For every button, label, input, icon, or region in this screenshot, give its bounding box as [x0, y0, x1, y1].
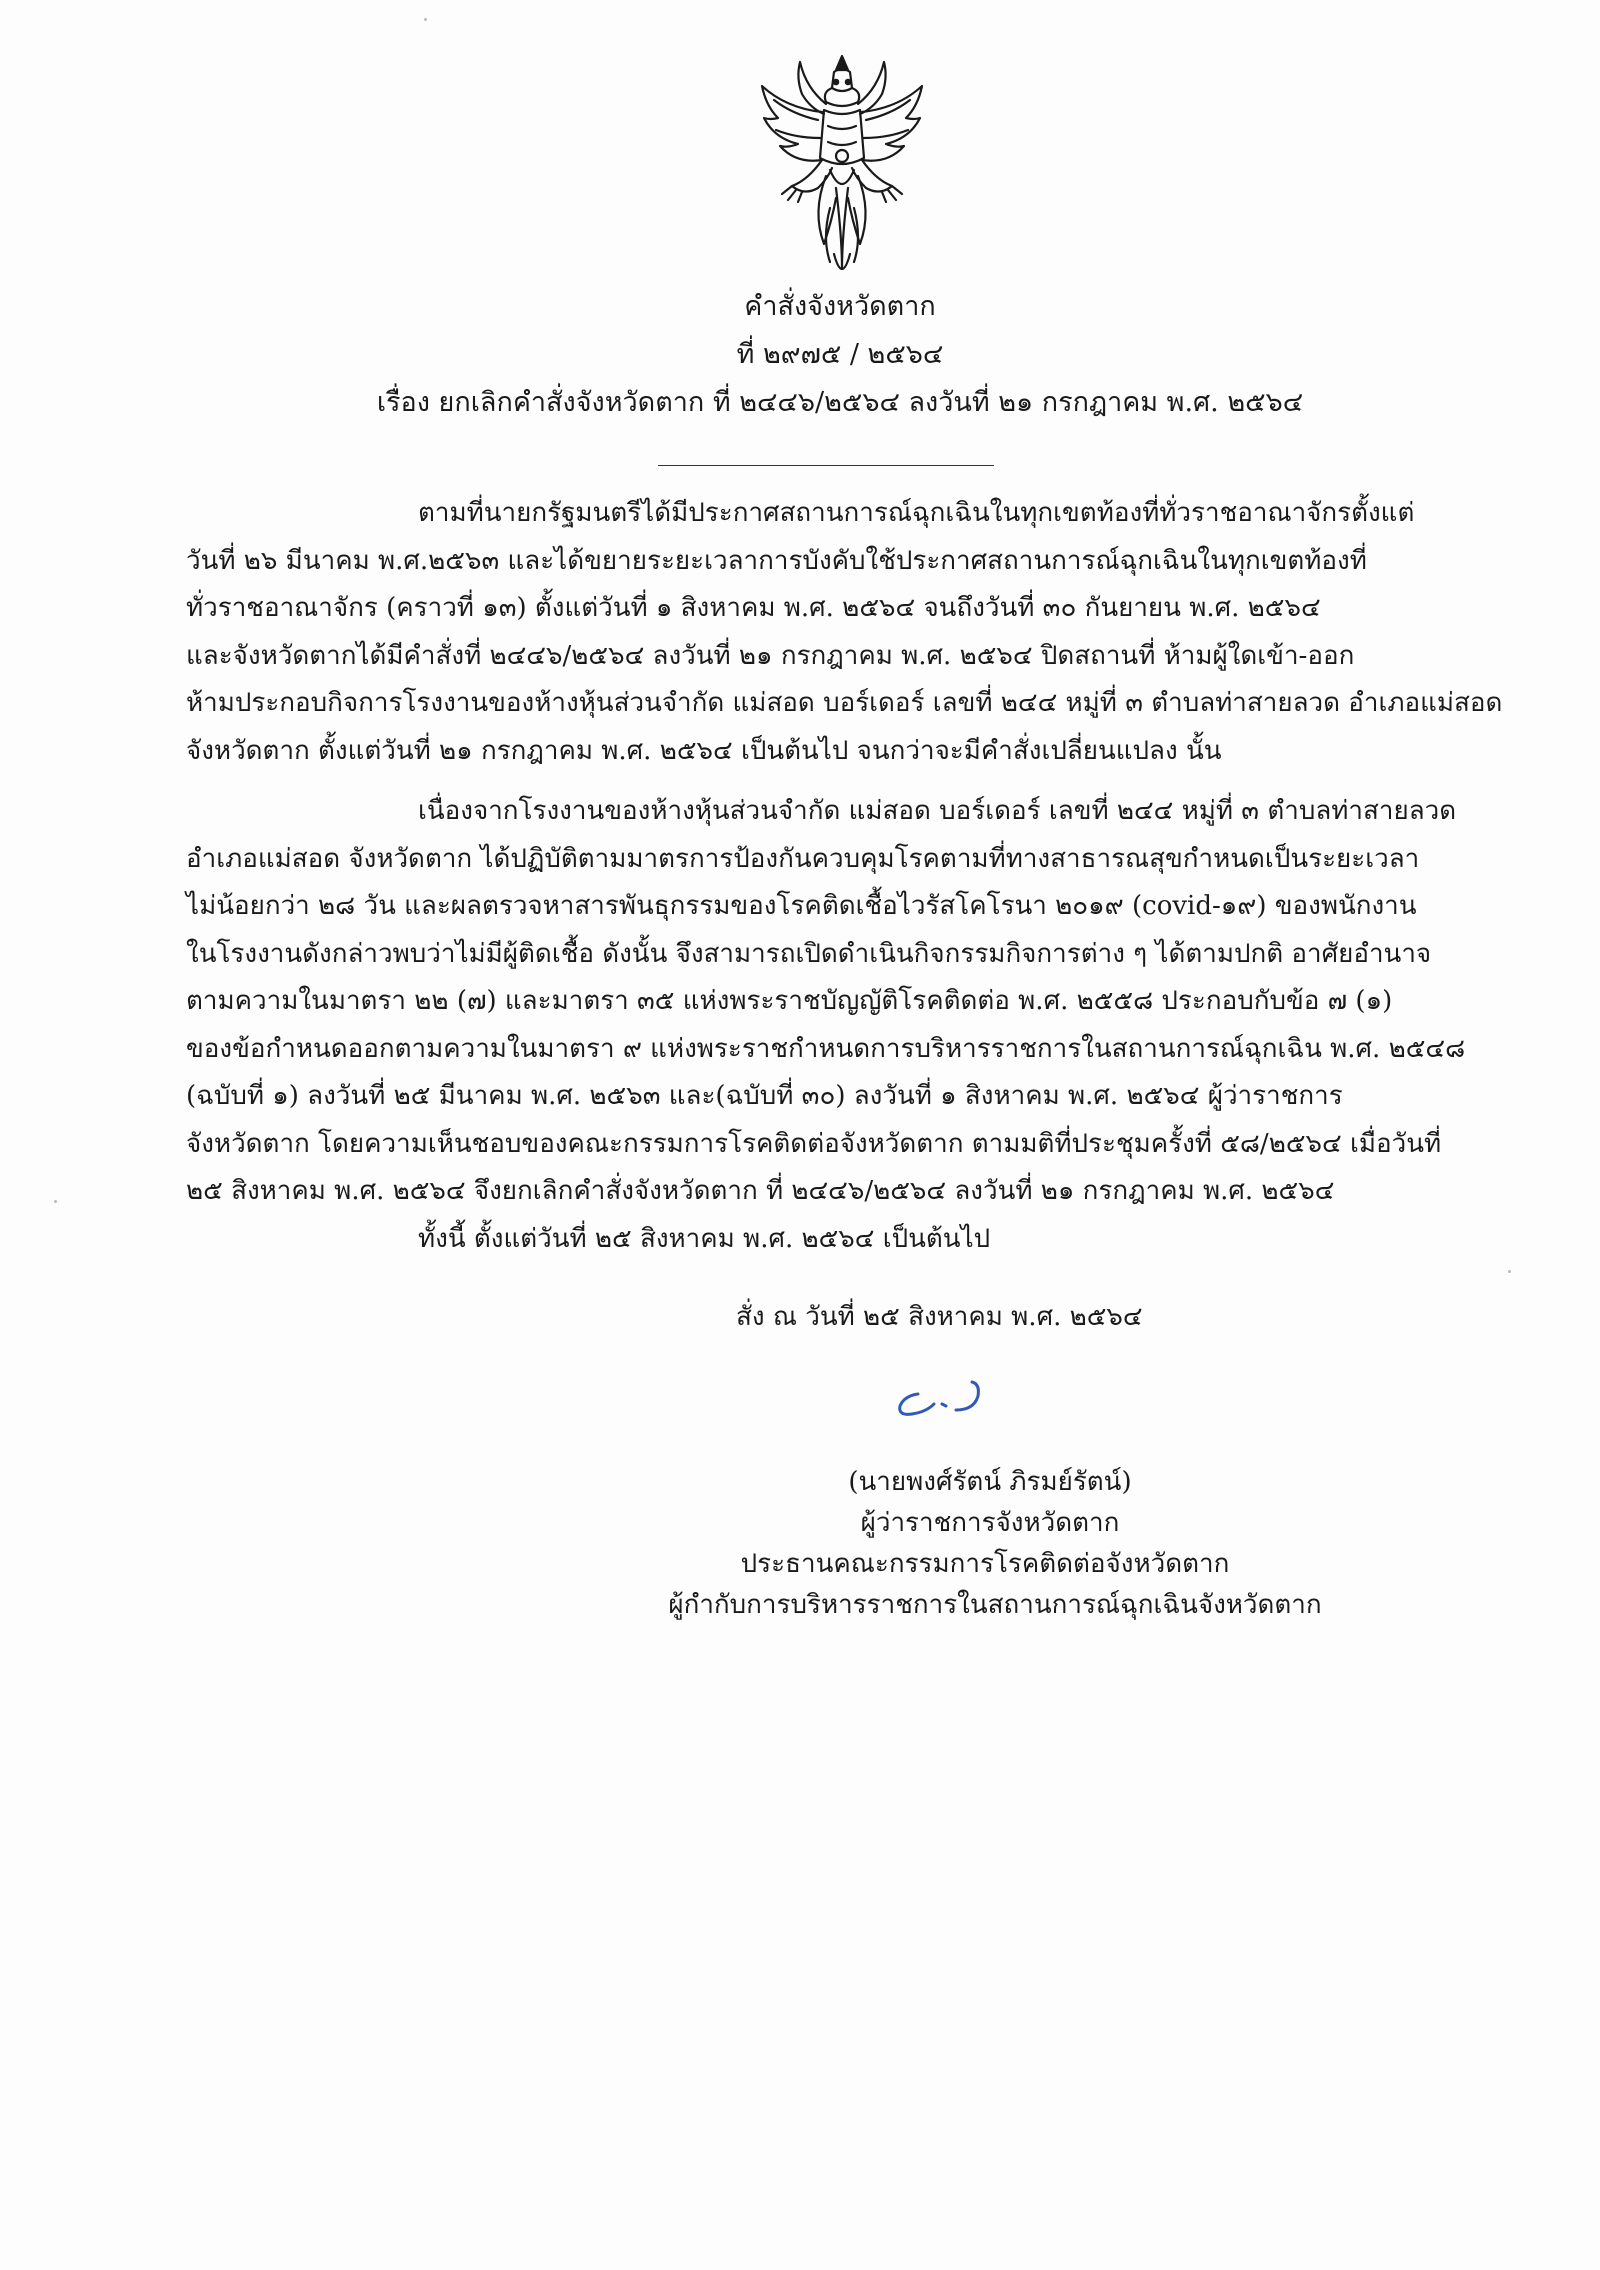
signer-position: ผู้ว่าราชการจังหวัดตาก: [860, 1508, 1120, 1538]
signer-position: ประธานคณะกรรมการโรคติดต่อจังหวัดตาก: [740, 1549, 1230, 1579]
ordered-date: สั่ง ณ วันที่ ๒๕ สิงหาคม พ.ศ. ๒๕๖๔: [736, 1302, 1143, 1332]
paragraph-line: และจังหวัดตากได้มีคำสั่งที่ ๒๔๔๖/๒๕๖๔ ลงวันที่ ๒๑ กรกฎาคม พ.ศ. ๒๕๖๔ ปิดสถานที่ ห้ามผู้ใดเข้า-ออก: [186, 640, 1355, 671]
paragraph-background: [186, 490, 1503, 775]
paragraph-line: จังหวัดตาก โดยความเห็นชอบของคณะกรรมการโรคติดต่อจังหวัดตาก ตามมติที่ประชุมครั้งที่ ๕๘/๒๕๖๔ เมื่อวันที่: [186, 1128, 1442, 1159]
paragraph-line: ไม่น้อยกว่า ๒๘ วัน และผลตรวจหาสารพันธุกรรมของโรคติดเชื้อไวรัสโคโรนา ๒๐๑๙ (covid-๑๙) ของพนักงาน: [186, 891, 1417, 921]
paragraph-line: วันที่ ๒๖ มีนาคม พ.ศ.๒๕๖๓ และได้ขยายระยะเวลาการบังคับใช้ประกาศสถานการณ์ฉุกเฉินในทุกเขตท้องที่: [186, 545, 1367, 576]
paragraph-line: จังหวัดตาก ตั้งแต่วันที่ ๒๑ กรกฎาคม พ.ศ. ๒๕๖๔ เป็นต้นไป จนกว่าจะมีคำสั่งเปลี่ยนแปลง นั้น: [186, 735, 1222, 766]
effective-date-line: ทั้งนี้ ตั้งแต่วันที่ ๒๕ สิงหาคม พ.ศ. ๒๕๖๔ เป็นต้นไป: [418, 1224, 991, 1254]
paragraph-line: ห้ามประกอบกิจการโรงงานของห้างหุ้นส่วนจำกัด แม่สอด บอร์เดอร์ เลขที่ ๒๔๔ หมู่ที่ ๓ ตำบลท่าสายลวด อำเภอแม่สอด: [186, 688, 1503, 718]
scan-speck: [424, 18, 427, 21]
order-title: คำสั่งจังหวัดตาก: [744, 291, 936, 322]
paragraph-line: ในโรงงานดังกล่าวพบว่าไม่มีผู้ติดเชื้อ ดังนั้น จึงสามารถเปิดดำเนินกิจกรรมกิจการต่าง ๆ ได้ตามปกติ อาศัยอำนาจ: [186, 938, 1432, 969]
paragraph-line: ๒๕ สิงหาคม พ.ศ. ๒๕๖๔ จึงยกเลิกคำสั่งจังหวัดตาก ที่ ๒๔๔๖/๒๕๖๔ ลงวันที่ ๒๑ กรกฎาคม พ.ศ. ๒๕๖๔: [186, 1176, 1335, 1206]
signature-icon: [890, 1366, 1010, 1426]
scan-speck: [1508, 1270, 1511, 1273]
scan-speck: [54, 1200, 57, 1203]
paragraph-line: (ฉบับที่ ๑) ลงวันที่ ๒๕ มีนาคม พ.ศ. ๒๕๖๓ และ(ฉบับที่ ๓๐) ลงวันที่ ๑ สิงหาคม พ.ศ. ๒๕๖๔ ผู้ว่าราชการ: [186, 1081, 1343, 1111]
signer-position: ผู้กำกับการบริหารราชการในสถานการณ์ฉุกเฉินจังหวัดตาก: [668, 1590, 1322, 1620]
signature-block: [0, 1462, 1600, 1626]
paragraph-line: ตามที่นายกรัฐมนตรีได้มีประกาศสถานการณ์ฉุกเฉินในทุกเขตท้องที่ทั่วราชอาณาจักรตั้งแต่: [418, 498, 1415, 528]
paragraph-line: ทั่วราชอาณาจักร (คราวที่ ๑๓) ตั้งแต่วันที่ ๑ สิงหาคม พ.ศ. ๒๕๖๔ จนถึงวันที่ ๓๐ กันยายน พ.ศ. ๒๕๖๔: [186, 593, 1321, 623]
order-subject: เรื่อง ยกเลิกคำสั่งจังหวัดตาก ที่ ๒๔๔๖/๒๕๖๔ ลงวันที่ ๒๑ กรกฎาคม พ.ศ. ๒๕๖๔: [376, 387, 1304, 418]
paragraph-line: ของข้อกำหนดออกตามความในมาตรา ๙ แห่งพระราชกำหนดการบริหารราชการในสถานการณ์ฉุกเฉิน พ.ศ. ๒๕๔๘: [186, 1033, 1466, 1064]
signer-name: (นายพงศ์รัตน์ ภิรมย์รัตน์): [848, 1467, 1132, 1497]
paragraph-line: ตามความในมาตรา ๒๒ (๗) และมาตรา ๓๕ แห่งพระราชบัญญัติโรคติดต่อ พ.ศ. ๒๕๕๘ ประกอบกับข้อ ๗ (๑): [186, 986, 1393, 1016]
paragraph-reason: [186, 788, 1466, 1216]
paragraph-line: อำเภอแม่สอด จังหวัดตาก ได้ปฏิบัติตามมาตรการป้องกันควบคุมโรคตามที่ทางสาธารณสุขกำหนดเป็นระยะเวลา: [186, 843, 1420, 874]
title-divider: [658, 465, 994, 466]
order-number: ที่ ๒๙๗๕ / ๒๕๖๔: [736, 339, 944, 370]
paragraph-line: เนื่องจากโรงงานของห้างหุ้นส่วนจำกัด แม่สอด บอร์เดอร์ เลขที่ ๒๔๔ หมู่ที่ ๓ ตำบลท่าสายลวด: [418, 796, 1457, 826]
garuda-emblem-icon: [752, 48, 932, 288]
